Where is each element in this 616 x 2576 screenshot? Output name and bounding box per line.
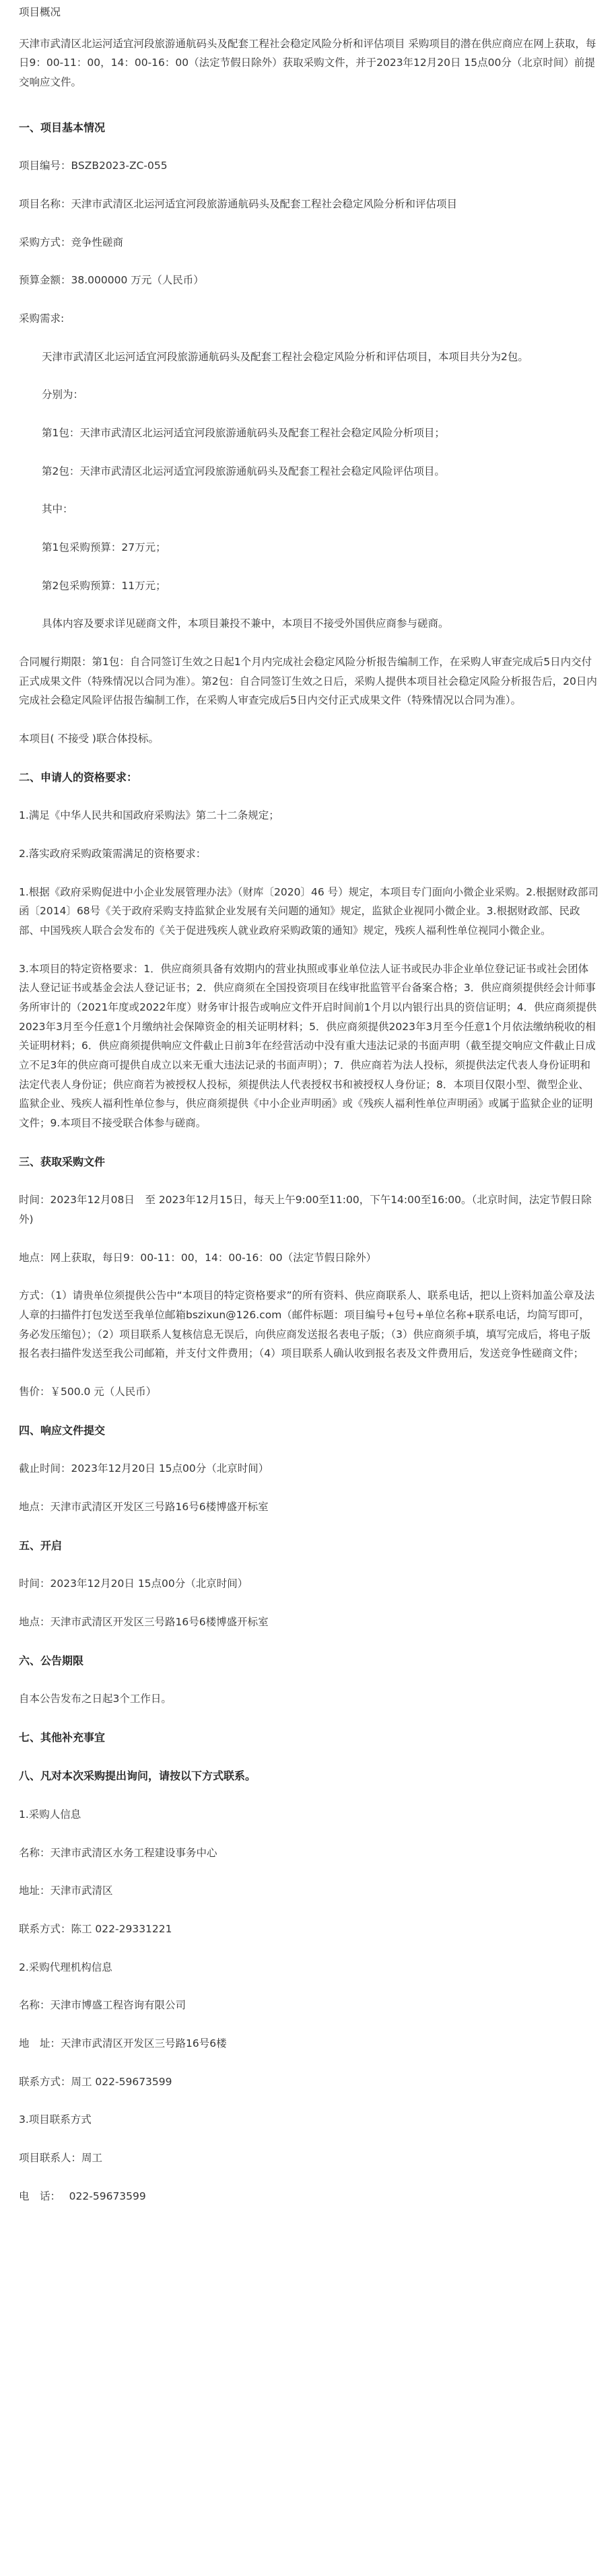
lot-1: 第1包：天津市武清区北运河适宜河段旅游通航码头及配套工程社会稳定风险分析项目； [42, 426, 445, 439]
acquire-way: 方式：（1）请贵单位须提供公告中“本项目的特定资格要求”的所有资料、供应商联系人、联系电话，把以上资料加盖公章及法人章的扫描件打包发送至我单位邮箱bszixun@126.com（邮件标题：项目编号+包号+单位名称+联系电话，均简写即可，务必发压缩包）；（2）项目联系人复核信息无误后，向供应商发送报名表电子版；（3）供应商须手填，填写完成后，将电子版报名表扫描件发送至我公司邮箱，并支付文件费用；（4）项目联系人确认收到报名表及文件费用后，发送竞争性磋商文件； [19, 1289, 595, 1360]
among-label: 其中： [42, 503, 73, 516]
procurement-method: 采购方式：竞争性磋商 [19, 236, 124, 248]
lot-1-budget: 第1包采购预算：27万元； [42, 541, 166, 553]
section-4-heading: 四、响应文件提交 [19, 1423, 106, 1437]
project-name: 项目名称：天津市武清区北运河适宜河段旅游通航码头及配套工程社会稳定风险分析和评估项目 [19, 197, 458, 210]
buyer-contact: 联系方式：陈工 022-29331221 [19, 1923, 172, 1936]
qualification-item-3: 3.本项目的特定资格要求：1．供应商须具备有效期内的营业执照或事业单位法人证书或民办非企业单位登记证书或社会团体法人登记证书或基金会法人登记证书；2．供应商须在全国投资项目在线审批监管平台备案合格；3．供应商须提供经会计师事务所审计的（2021年度或2022年度）财务审计报告或响应文件开启时间前1个月以内银行出具的资信证明；4．供应商须提供2023年3月至今任意1个月缴纳社会保障资金的相关证明材料；5．供应商须提供2023年3月至今任意1个月依法缴纳税收的相关证明材料；6．供应商须提供响应文件截止日前3年在经营活动中没有重大违法记录的书面声明（截至提交响应文件截止日成立不足3年的供应商可提供自成立以来无重大违法记录的书面声明）；7．供应商若为法人投标，须提供法定代表人身份证明和法定代表人身份证；供应商若为被授权人投标，须提供法人代表授权书和被授权人身份证；8．本项目仅限小型、微型企业、监狱企业、残疾人福利性单位参与，供应商须提供《中小企业声明函》或《残疾人福利性单位声明函》或属于监狱企业的证明文件；9.本项目不接受联合体参与磋商。 [19, 962, 597, 1130]
acquire-time: 时间：2023年12月08日 至 2023年12月15日，每天上午9:00至11:00，下午14:00至16:00。（北京时间，法定节假日除外) [19, 1194, 592, 1225]
overview-heading: 项目概况 [19, 6, 61, 18]
budget-amount: 预算金额：38.000000 万元（人民币） [19, 274, 204, 287]
section-1-heading: 一、项目基本情况 [19, 121, 106, 134]
section-2-heading: 二、申请人的资格要求： [19, 770, 138, 784]
document-price: 售价：￥500.0 元（人民币） [19, 1386, 157, 1398]
qualification-item-2: 2.落实政府采购政策需满足的资格要求： [19, 847, 207, 860]
overview-text: 天津市武清区北运河适宜河段旅游通航码头及配套工程社会稳定风险分析和评估项目 采购项目的潜在供应商应在网上获取，每日9：00-11：00，14：00-16：00（法定节假日除外）获取采购文件，并于2023年12月20日 15点00分（北京时间）前提交响应文件。 [19, 37, 596, 89]
detail-note: 具体内容及要求详见磋商文件，本项目兼投不兼中，本项目不接受外国供应商参与磋商。 [42, 617, 449, 630]
agency-address: 地 址：天津市武清区开发区三号路16号6楼 [19, 2037, 227, 2050]
section-8-heading: 八、凡对本次采购提出询问，请按以下方式联系。 [19, 1769, 256, 1783]
contract-period: 合同履行期限：第1包：自合同签订生效之日起1个月内完成社会稳定风险分析报告编制工作，在采购人审查完成后5日内交付正式成果文件（特殊情况以合同为准）。第2包：自合同签订生效之日后，采购人提供本项目社会稳定风险分析报告后，20日内完成社会稳定风险评估报告编制工作，在采购人审查完成后5日内交付正式成果文件（特殊情况以合同为准）。 [19, 656, 597, 707]
buyer-info-title: 1.采购人信息 [19, 1808, 81, 1821]
agency-contact: 联系方式：周工 022-59673599 [19, 2075, 172, 2088]
acquire-place: 地点：网上获取，每日9：00-11：00，14：00-16：00（法定节假日除外） [19, 1251, 377, 1264]
demand-label: 采购需求: [19, 312, 65, 325]
section-7-heading: 七、其他补充事宜 [19, 1730, 106, 1744]
policy-text: 1.根据《政府采购促进中小企业发展管理办法》（财库〔2020〕46 号）规定，本项目专门面向小微企业采购。2.根据财政部司函〔2014〕68号《关于政府采购支持监狱企业发展有关问题的通知》规定，监狱企业视同小微企业。3.根据财政部、民政部、中国残疾人联合会发布的《关于促进残疾人就业政府采购政策的通知》规定，残疾人福利性单位视同小微企业。 [19, 885, 598, 937]
section-6-heading: 六、公告期限 [19, 1654, 84, 1667]
submission-place: 地点：天津市武清区开发区三号路16号6楼博盛开标室 [19, 1500, 269, 1513]
buyer-address: 地址：天津市武清区 [19, 1885, 113, 1897]
lot-2-budget: 第2包采购预算：11万元； [42, 579, 166, 592]
demand-text: 天津市武清区北运河适宜河段旅游通航码头及配套工程社会稳定风险分析和评估项目，本项目共分为2包。 [42, 350, 528, 363]
consortium-note: 本项目( 不接受 )联合体投标。 [19, 733, 159, 745]
opening-time: 时间：2023年12月20日 15点00分（北京时间） [19, 1578, 248, 1590]
section-3-heading: 三、获取采购文件 [19, 1155, 106, 1168]
agency-info-title: 2.采购代理机构信息 [19, 1961, 112, 1973]
section-5-heading: 五、开启 [19, 1538, 63, 1552]
notice-period: 自本公告发布之日起3个工作日。 [19, 1693, 172, 1705]
lots-label: 分别为： [42, 388, 84, 401]
project-contact-phone: 电 话： 022-59673599 [19, 2190, 146, 2202]
lot-2: 第2包：天津市武清区北运河适宜河段旅游通航码头及配套工程社会稳定风险评估项目。 [42, 465, 445, 477]
agency-name: 名称：天津市博盛工程咨询有限公司 [19, 1999, 186, 2012]
buyer-name: 名称：天津市武清区水务工程建设事务中心 [19, 1846, 217, 1859]
project-contact-title: 3.项目联系方式 [19, 2113, 92, 2126]
project-contact-person: 项目联系人：周工 [19, 2152, 103, 2165]
submission-deadline: 截止时间：2023年12月20日 15点00分（北京时间） [19, 1462, 269, 1475]
project-number: 项目编号：BSZB2023-ZC-055 [19, 160, 168, 172]
qualification-item-1: 1.满足《中华人民共和国政府采购法》第二十二条规定； [19, 809, 279, 822]
opening-place: 地点：天津市武清区开发区三号路16号6楼博盛开标室 [19, 1615, 269, 1628]
